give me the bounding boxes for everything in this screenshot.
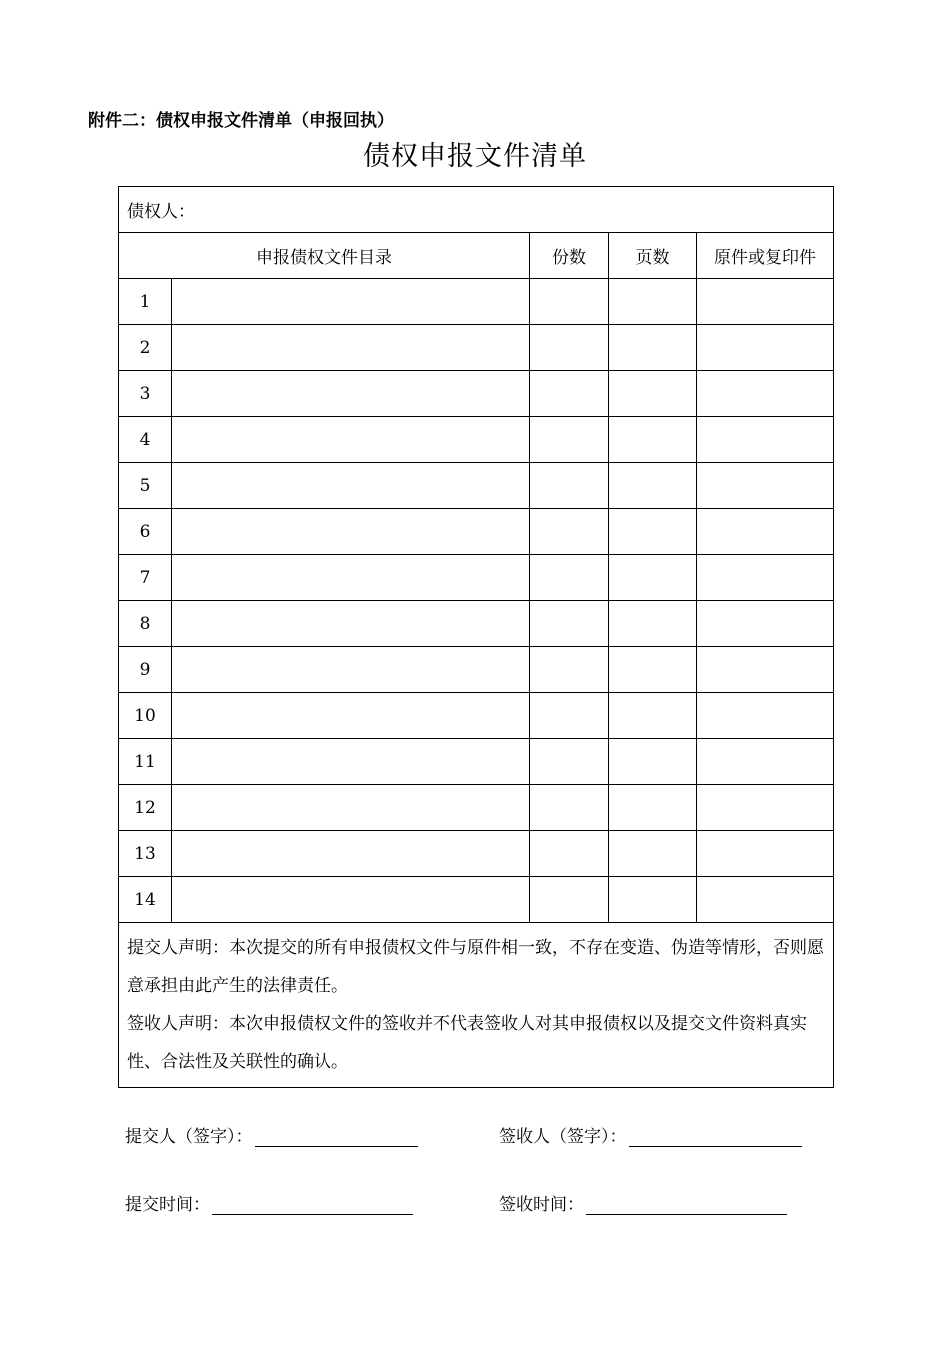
table-row bbox=[119, 417, 834, 463]
row-catalog-cell[interactable] bbox=[172, 279, 530, 325]
receiver-signature bbox=[499, 1122, 802, 1147]
row-catalog-cell[interactable] bbox=[172, 509, 530, 555]
row-number: 12 bbox=[119, 785, 172, 831]
table-row bbox=[119, 739, 834, 785]
row-original-or-copy-cell[interactable] bbox=[697, 555, 834, 601]
table-row bbox=[119, 877, 834, 923]
row-copies-cell[interactable] bbox=[530, 417, 609, 463]
row-number: 5 bbox=[119, 463, 172, 509]
row-pages-cell[interactable] bbox=[609, 371, 697, 417]
row-copies-cell[interactable] bbox=[530, 693, 609, 739]
row-original-or-copy-cell[interactable] bbox=[697, 325, 834, 371]
table-row bbox=[119, 785, 834, 831]
row-pages-cell[interactable] bbox=[609, 693, 697, 739]
row-original-or-copy-cell[interactable] bbox=[697, 693, 834, 739]
row-catalog-cell[interactable] bbox=[172, 877, 530, 923]
row-copies-cell[interactable] bbox=[530, 279, 609, 325]
row-copies-cell[interactable] bbox=[530, 831, 609, 877]
row-pages-cell[interactable] bbox=[609, 279, 697, 325]
submitter-signature bbox=[125, 1122, 418, 1147]
table-row bbox=[119, 325, 834, 371]
table-row bbox=[119, 509, 834, 555]
row-original-or-copy-cell[interactable] bbox=[697, 509, 834, 555]
table-row bbox=[119, 601, 834, 647]
row-original-or-copy-cell[interactable] bbox=[697, 647, 834, 693]
receiver-statement: 签收人声明：本次申报债权文件的签收并不代表签收人对其申报债权以及提交文件资料真实性、合法性及关联性的确认。 bbox=[127, 1014, 807, 1072]
row-pages-cell[interactable] bbox=[609, 417, 697, 463]
row-copies-cell[interactable] bbox=[530, 463, 609, 509]
row-copies-cell[interactable] bbox=[530, 509, 609, 555]
row-copies-cell[interactable] bbox=[530, 371, 609, 417]
row-catalog-cell[interactable] bbox=[172, 831, 530, 877]
submitter-statement: 提交人声明：本次提交的所有申报债权文件与原件相一致，不存在变造、伪造等情形，否则愿意承担由此产生的法律责任。 bbox=[127, 938, 824, 996]
row-number: 14 bbox=[119, 877, 172, 923]
row-number: 13 bbox=[119, 831, 172, 877]
receiver-sign-line[interactable] bbox=[629, 1126, 802, 1147]
table-row bbox=[119, 831, 834, 877]
row-catalog-cell[interactable] bbox=[172, 325, 530, 371]
row-catalog-cell[interactable] bbox=[172, 555, 530, 601]
row-number: 10 bbox=[119, 693, 172, 739]
row-number: 6 bbox=[119, 509, 172, 555]
creditor-cell[interactable] bbox=[119, 187, 834, 233]
row-catalog-cell[interactable] bbox=[172, 417, 530, 463]
table-row bbox=[119, 371, 834, 417]
table-row bbox=[119, 279, 834, 325]
receive-time-label: 签收时间： bbox=[499, 1195, 584, 1215]
row-original-or-copy-cell[interactable] bbox=[697, 417, 834, 463]
header-original-or-copy: 原件或复印件 bbox=[697, 233, 834, 279]
row-catalog-cell[interactable] bbox=[172, 785, 530, 831]
row-original-or-copy-cell[interactable] bbox=[697, 831, 834, 877]
creditor-label: 债权人： bbox=[127, 202, 195, 222]
submit-time-line[interactable] bbox=[212, 1194, 413, 1215]
row-copies-cell[interactable] bbox=[530, 325, 609, 371]
submit-time bbox=[125, 1190, 413, 1215]
row-copies-cell[interactable] bbox=[530, 877, 609, 923]
receive-time-line[interactable] bbox=[586, 1194, 787, 1215]
row-pages-cell[interactable] bbox=[609, 739, 697, 785]
row-pages-cell[interactable] bbox=[609, 785, 697, 831]
row-catalog-cell[interactable] bbox=[172, 693, 530, 739]
attachment-heading: 附件二：债权申报文件清单（申报回执） bbox=[88, 111, 394, 131]
row-original-or-copy-cell[interactable] bbox=[697, 463, 834, 509]
row-catalog-cell[interactable] bbox=[172, 601, 530, 647]
row-number: 2 bbox=[119, 325, 172, 371]
row-pages-cell[interactable] bbox=[609, 601, 697, 647]
row-catalog-cell[interactable] bbox=[172, 647, 530, 693]
row-copies-cell[interactable] bbox=[530, 785, 609, 831]
row-number: 3 bbox=[119, 371, 172, 417]
filing-list-table bbox=[118, 186, 834, 1088]
row-original-or-copy-cell[interactable] bbox=[697, 601, 834, 647]
row-copies-cell[interactable] bbox=[530, 647, 609, 693]
row-catalog-cell[interactable] bbox=[172, 739, 530, 785]
receive-time bbox=[499, 1190, 787, 1215]
row-number: 1 bbox=[119, 279, 172, 325]
header-pages: 页数 bbox=[609, 233, 697, 279]
header-row bbox=[119, 233, 834, 279]
submit-time-label: 提交时间： bbox=[125, 1195, 210, 1215]
row-pages-cell[interactable] bbox=[609, 509, 697, 555]
row-original-or-copy-cell[interactable] bbox=[697, 279, 834, 325]
row-copies-cell[interactable] bbox=[530, 739, 609, 785]
row-number: 8 bbox=[119, 601, 172, 647]
table-row bbox=[119, 693, 834, 739]
header-copies: 份数 bbox=[530, 233, 609, 279]
row-original-or-copy-cell[interactable] bbox=[697, 785, 834, 831]
row-catalog-cell[interactable] bbox=[172, 371, 530, 417]
row-copies-cell[interactable] bbox=[530, 555, 609, 601]
row-number: 4 bbox=[119, 417, 172, 463]
statement-cell bbox=[119, 923, 834, 1088]
row-pages-cell[interactable] bbox=[609, 647, 697, 693]
table-row bbox=[119, 647, 834, 693]
row-original-or-copy-cell[interactable] bbox=[697, 739, 834, 785]
submitter-sign-label: 提交人（签字）： bbox=[125, 1127, 253, 1147]
row-number: 7 bbox=[119, 555, 172, 601]
table-row bbox=[119, 555, 834, 601]
row-catalog-cell[interactable] bbox=[172, 463, 530, 509]
row-pages-cell[interactable] bbox=[609, 831, 697, 877]
row-pages-cell[interactable] bbox=[609, 463, 697, 509]
header-catalog: 申报债权文件目录 bbox=[119, 233, 530, 279]
row-number: 9 bbox=[119, 647, 172, 693]
document-title: 债权申报文件清单 bbox=[363, 141, 587, 172]
submitter-sign-line[interactable] bbox=[255, 1126, 418, 1147]
row-copies-cell[interactable] bbox=[530, 601, 609, 647]
row-number: 11 bbox=[119, 739, 172, 785]
row-original-or-copy-cell[interactable] bbox=[697, 371, 834, 417]
row-pages-cell[interactable] bbox=[609, 555, 697, 601]
row-pages-cell[interactable] bbox=[609, 325, 697, 371]
table-row bbox=[119, 463, 834, 509]
receiver-sign-label: 签收人（签字）： bbox=[499, 1127, 627, 1147]
row-original-or-copy-cell[interactable] bbox=[697, 877, 834, 923]
statement-row bbox=[119, 923, 834, 1088]
row-pages-cell[interactable] bbox=[609, 877, 697, 923]
